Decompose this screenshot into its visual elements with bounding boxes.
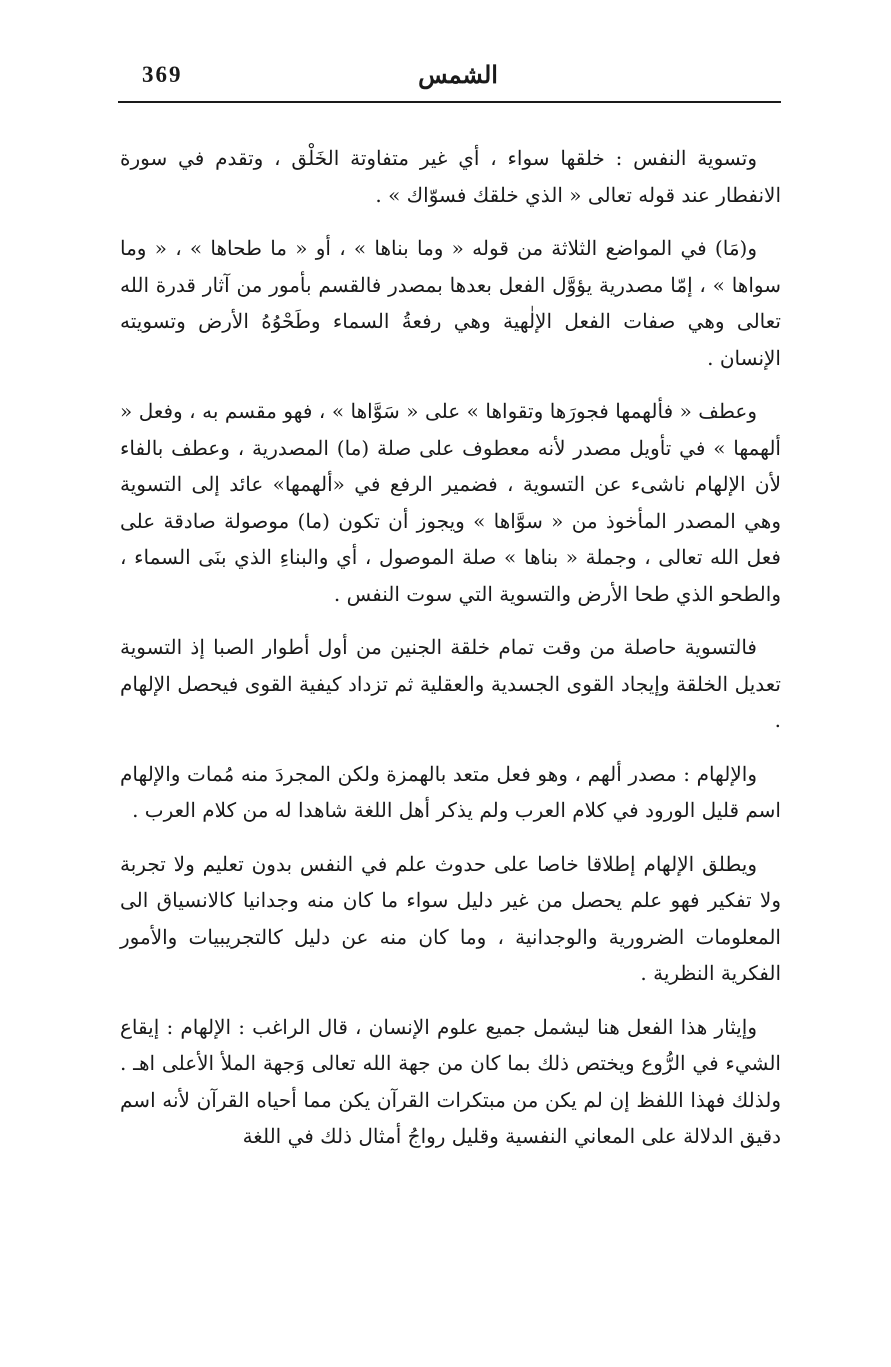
paragraph: والإلهام : مصدر ألهم ، وهو فعل متعد بالهمزة ولكن المجردَ منه مُمات والإلهام اسم قليل الورود في كلام العرب ولم يذكر أهل اللغة شاهدا له من كلام العرب . bbox=[120, 761, 781, 822]
paragraph: ويطلق الإلهام إطلاقا خاصا على حدوث علم في النفس بدون تعليم ولا تجربة ولا تفكير فهو علم يحصل من غير دليل سواء ما كان منه وجدانيا كالانسياق الى المعلومات الضرورية والوجدانية ، وما كان منه عن دليل كالتجريبيات والأمور الفكرية النظرية . bbox=[120, 851, 781, 985]
header-divider bbox=[118, 101, 781, 103]
running-title: الشمس bbox=[418, 60, 498, 89]
paragraph: وإيثار هذا الفعل هنا ليشمل جميع علوم الإنسان ، قال الراغب : الإلهام : إيقاع الشيء في الرُّوع ويختص ذلك بما كان من جهة الله تعالى وَجهة الملأ الأعلى اهـ . ولذلك فهذا اللفظ إن لم يكن من مبتكرات القرآن يكن مما أحياه القرآن لأنه اسم دقيق الدلالة على المعاني النفسية وقليل رواجُ أمثال ذلك في اللغة bbox=[120, 1014, 781, 1148]
page-number: 369 bbox=[142, 62, 183, 87]
paragraph: وتسوية النفس : خلقها سواء ، أي غير متفاوتة الخَلْق ، وتقدم في سورة الانفطار عند قوله تعالى « الذي خلقك فسوّاك » . bbox=[120, 146, 781, 207]
paragraph: و(مَا) في المواضع الثلاثة من قوله « وما بناها » ، أو « ما طحاها » ، « وما سواها » ، إمّا مصدرية يؤوَّل الفعل بعدها بمصدر فالقسم بأمور من آثار قدرة الله تعالى وهي صفات الفعل الإلٰهية وهي رفعةُ السماء وطَحْوُهُ الأرض وتسويته الإنسان . bbox=[120, 236, 781, 370]
body-text bbox=[120, 140, 781, 1172]
page-header bbox=[118, 60, 781, 100]
paragraph: فالتسوية حاصلة من وقت تمام خلقة الجنين من أول أطوار الصبا إذ التسوية تعديل الخلقة وإيجاد القوى الجسدية والعقلية ثم تزداد كيفية القوى فيحصل الإلهام . bbox=[120, 635, 781, 732]
paragraph: وعطف « فألهمها فجورَها وتقواها » على « سَوَّاها » ، فهو مقسم به ، وفعل « ألهمها » في تأويل مصدر لأنه معطوف على صلة (ما) المصدرية ، وعطف بالفاء لأن الإلهام ناشىء عن التسوية ، فضمير الرفع في «ألهمها» عائد إلى التسوية وهي المصدر المأخوذ من « سوَّاها » ويجوز أن تكون (ما) موصولة صادقة على فعل الله تعالى ، وجملة « بناها » صلة الموصول ، أي والبناءِ الذي بنَى السماء ، والطحو الذي طحا الأرض والتسوية التي سوت النفس . bbox=[120, 399, 781, 606]
